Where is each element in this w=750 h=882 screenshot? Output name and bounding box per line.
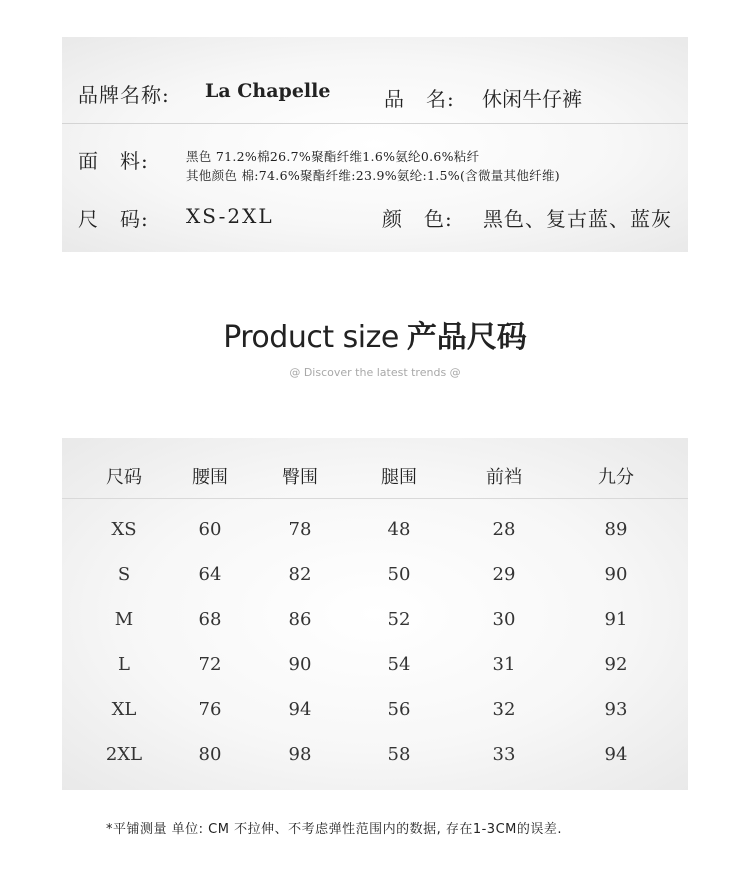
product-size-heading [0, 312, 750, 356]
table-header-cell: 腰围 [192, 467, 228, 488]
table-header-cell: 尺码 [106, 467, 142, 488]
table-size-cell: 2XL [105, 744, 143, 765]
table-value-cell: 30 [492, 609, 516, 630]
fabric-line-1: 黑色 71.2%棉26.7%聚酯纤维1.6%氨纶0.6%粘纤 [186, 149, 480, 164]
heading-chinese: 产品尺码 [406, 320, 527, 355]
product-info-panel [62, 37, 688, 252]
table-value-cell: 52 [387, 609, 411, 630]
table-value-cell: 31 [492, 654, 516, 675]
table-value-cell: 90 [604, 564, 628, 585]
table-value-cell: 28 [492, 519, 516, 540]
table-size-cell: XS [111, 519, 137, 540]
color-value: 黑色、复古蓝、蓝灰 [483, 207, 672, 231]
table-size-cell: M [114, 609, 134, 630]
table-value-cell: 94 [288, 699, 312, 720]
measurement-note: *平铺测量 单位: CM 不拉伸、不考虑弹性范围内的数据, 存在1-3CM的误差. [106, 822, 562, 837]
table-size-cell: XL [111, 699, 137, 720]
table-value-cell: 32 [492, 699, 516, 720]
info-divider [62, 123, 688, 124]
table-value-cell: 93 [604, 699, 628, 720]
table-value-cell: 56 [387, 699, 411, 720]
table-value-cell: 29 [492, 564, 516, 585]
heading-english: Product size [223, 320, 399, 355]
brand-value: La Chapelle [205, 80, 331, 102]
table-value-cell: 86 [288, 609, 312, 630]
heading-subtitle: @ Discover the latest trends @ [289, 366, 461, 379]
table-value-cell: 72 [198, 654, 222, 675]
table-value-cell: 68 [198, 609, 222, 630]
table-value-cell: 82 [288, 564, 312, 585]
product-name-label: 品 名: [384, 87, 455, 111]
table-header-cell: 腿围 [381, 467, 417, 488]
size-label: 尺 码: [78, 207, 149, 231]
table-header-cell: 臀围 [282, 467, 318, 488]
table-header-cell: 前裆 [486, 467, 522, 488]
fabric-label: 面 料: [78, 149, 149, 173]
table-value-cell: 48 [387, 519, 411, 540]
size-value: XS-2XL [186, 204, 274, 228]
table-size-cell: L [118, 654, 130, 675]
table-header-cell: 九分 [598, 467, 634, 488]
table-header-divider [62, 498, 688, 499]
table-value-cell: 80 [198, 744, 222, 765]
fabric-line-2: 其他颜色 棉:74.6%聚酯纤维:23.9%氨纶:1.5%(含微量其他纤维) [186, 168, 560, 183]
table-value-cell: 54 [387, 654, 411, 675]
table-value-cell: 64 [198, 564, 222, 585]
product-name-value: 休闲牛仔裤 [482, 87, 582, 111]
table-value-cell: 90 [288, 654, 312, 675]
table-size-cell: S [117, 564, 131, 585]
table-value-cell: 50 [387, 564, 411, 585]
table-value-cell: 89 [604, 519, 628, 540]
table-value-cell: 33 [492, 744, 516, 765]
table-value-cell: 58 [387, 744, 411, 765]
table-value-cell: 98 [288, 744, 312, 765]
table-value-cell: 60 [198, 519, 222, 540]
table-value-cell: 76 [198, 699, 222, 720]
brand-label: 品牌名称: [78, 83, 170, 107]
table-value-cell: 94 [604, 744, 628, 765]
table-value-cell: 78 [288, 519, 312, 540]
table-value-cell: 91 [604, 609, 628, 630]
color-label: 颜 色: [382, 207, 453, 231]
table-value-cell: 92 [604, 654, 628, 675]
